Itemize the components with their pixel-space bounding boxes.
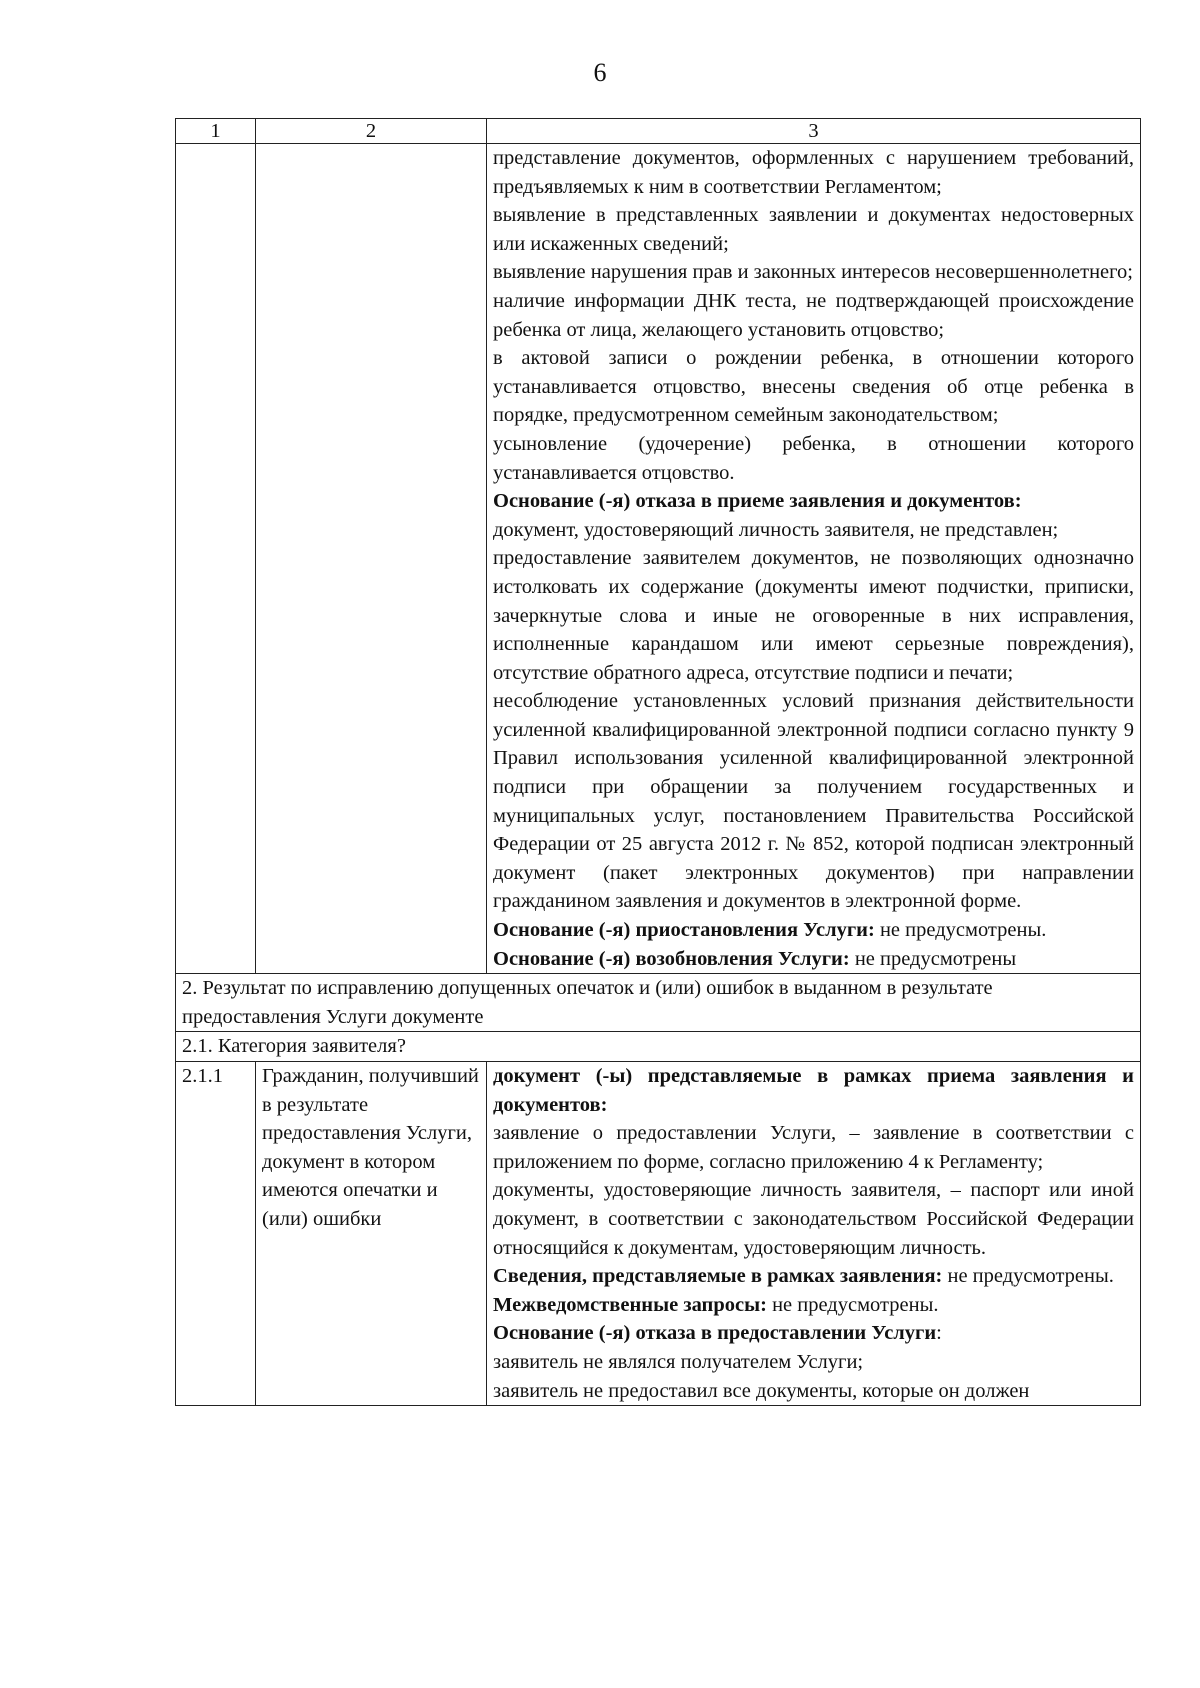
header-col-3: 3: [487, 119, 1141, 144]
docs-heading: документ (-ы) представляемые в рамках приема заявления и документов:: [493, 1065, 1134, 1116]
paragraph: заявитель не предоставил все документы, которые он должен: [493, 1379, 1030, 1402]
paragraph: наличие информации ДНК теста, не подтверждающей происхождение ребенка от лица, желающего установить отцовство;: [493, 289, 1134, 341]
info-value: не предусмотрены.: [947, 1265, 1114, 1288]
paragraph: предоставление заявителем документов, не позволяющих однозначно истолковать их содержание (документы имеют подчистки, приписки, зачеркнутые слова и иные не оговоренные в них исправления, исполненные карандашом или имеют серьезные повреждения), отсутствие обратного адреса, отсутствие подписи и печати;: [493, 547, 1134, 684]
table-row-2-1-1: [176, 1062, 1141, 1406]
paragraph: выявление в представленных заявлении и документах недостоверных или искаженных сведений;: [493, 204, 1134, 255]
interagency-value: не предусмотрены.: [772, 1293, 939, 1316]
paragraph: документы, удостоверяющие личность заявителя, – паспорт или иной документ, в соответствии с законодательством Российской Федерации относящийся к документам, удостоверяющим личность.: [493, 1179, 1134, 1259]
table-header-row: [176, 119, 1141, 144]
applicant-category: Гражданин, получивший в результате предоставления Услуги, документ в котором имеются опечатки и (или) ошибки: [256, 1062, 487, 1406]
paragraph: заявитель не являлся получателем Услуги;: [493, 1350, 864, 1373]
refusal-heading: Основание (-я) отказа в приеме заявления и документов:: [493, 490, 1022, 513]
interagency-heading: Межведомственные запросы:: [493, 1293, 767, 1316]
renewal-paragraph: [493, 945, 1134, 974]
paragraph: несоблюдение установленных условий признания действительности усиленной квалифицированной электронной подписи согласно пункту 9 Правил использования усиленной квалифицированной электронной подписи при обращении за получением государственных и муниципальных услуг, постановлением Правительства Российской Федерации от 25 августа 2012 г. № 852, которой подписан электронный документ (пакет электронных документов) при направлении гражданином заявления и документов в электронной форме.: [493, 690, 1134, 913]
row-continued-col-3: [487, 144, 1141, 974]
section-2-1-row: [176, 1032, 1141, 1062]
table-row-continued: [176, 144, 1141, 974]
section-2-title: 2. Результат по исправлению допущенных опечаток и (или) ошибок в выданном в результате предоставления Услуги документе: [176, 974, 1141, 1032]
document-table: [175, 118, 1141, 1406]
refusal-2-heading: Основание (-я) отказа в предоставлении Услуги: [493, 1322, 937, 1345]
info-paragraph: [493, 1262, 1134, 1291]
suspension-heading: Основание (-я) приостановления Услуги:: [493, 919, 875, 942]
paragraph: документ, удостоверяющий личность заявителя, не представлен;: [493, 518, 1059, 541]
section-2-1-title: 2.1. Категория заявителя?: [176, 1032, 1141, 1062]
refusal-2-paragraph: [493, 1319, 1134, 1348]
interagency-paragraph: [493, 1291, 1134, 1320]
row-number: 2.1.1: [176, 1062, 256, 1406]
paragraph: представление документов, оформленных с нарушением требований, предъявляемых к ним в соответствии Регламентом;: [493, 147, 1134, 198]
paragraph: в актовой записи о рождении ребенка, в отношении которого устанавливается отцовство, внесены сведения об отце ребенка в порядке, предусмотренном семейным законодательством;: [493, 347, 1134, 427]
header-col-2: 2: [256, 119, 487, 144]
renewal-heading: Основание (-я) возобновления Услуги:: [493, 947, 850, 970]
page-number: 6: [593, 58, 607, 87]
info-heading: Сведения, представляемые в рамках заявления:: [493, 1265, 943, 1288]
suspension-paragraph: [493, 916, 1134, 945]
section-2-row: [176, 974, 1141, 1032]
paragraph: заявление о предоставлении Услуги, – заявление в соответствии с приложением по форме, согласно приложению 4 к Регламенту;: [493, 1122, 1134, 1173]
header-col-1: 1: [176, 119, 256, 144]
refusal-2-colon: :: [936, 1322, 942, 1345]
row-continued-col-1: [176, 144, 256, 974]
paragraph: усыновление (удочерение) ребенка, в отношении которого устанавливается отцовство.: [493, 432, 1134, 484]
paragraph: выявление нарушения прав и законных интересов несовершеннолетнего;: [493, 261, 1133, 284]
renewal-value: не предусмотрены: [854, 947, 1017, 970]
suspension-value: не предусмотрены.: [879, 919, 1047, 942]
row-2-1-1-col-3: [487, 1062, 1141, 1406]
row-continued-col-2: [256, 144, 487, 974]
